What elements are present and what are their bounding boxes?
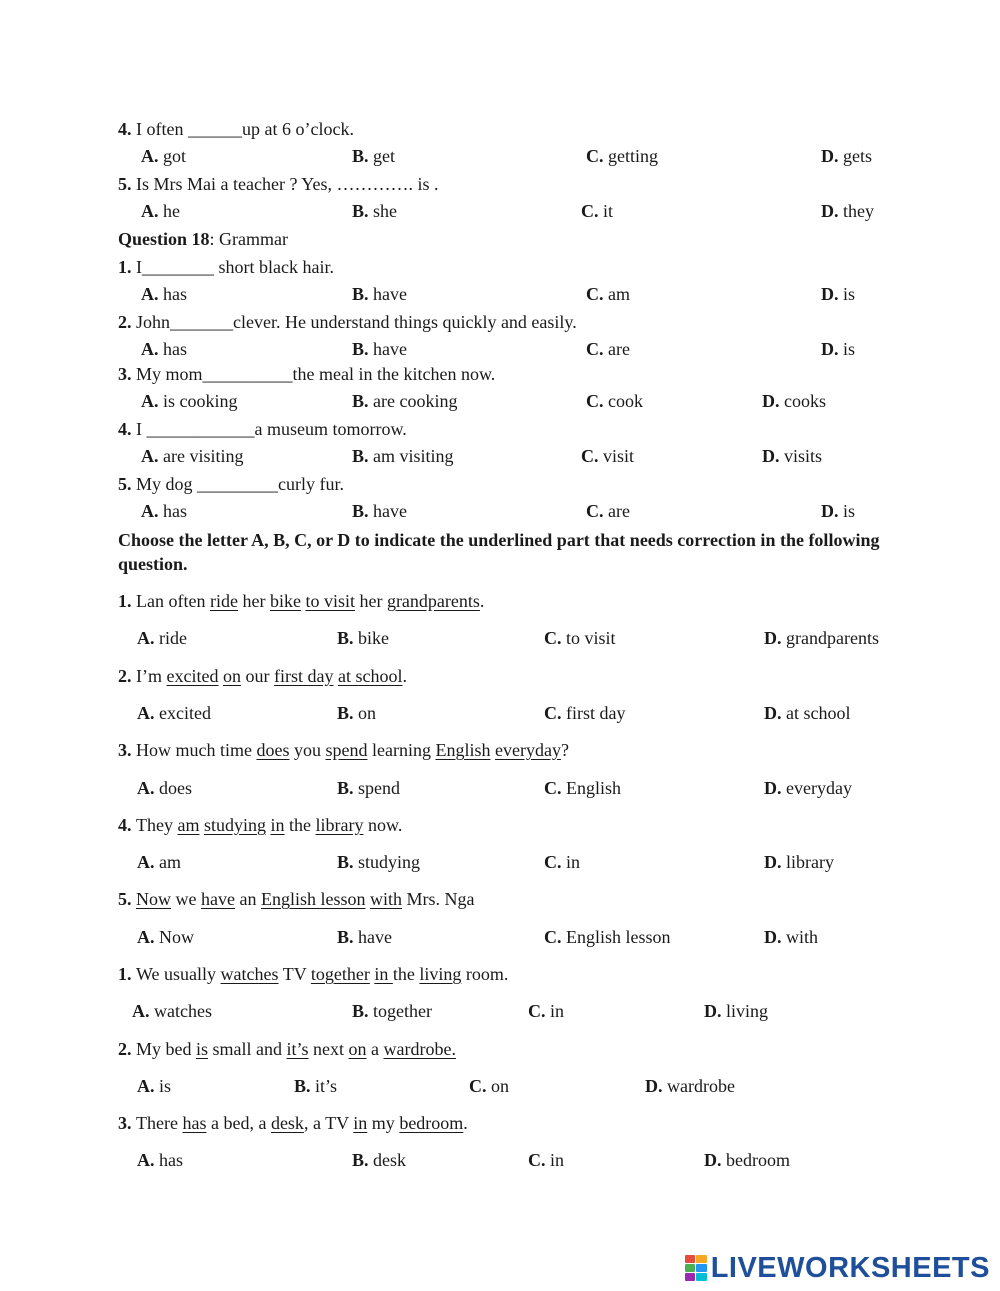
underlined-part: am — [177, 815, 200, 835]
grammar-question-5-option-b[interactable] — [352, 500, 407, 522]
option-letter: C. — [586, 339, 604, 359]
option-text: are cooking — [368, 391, 458, 411]
liveworksheets-footer — [685, 1250, 990, 1286]
option-text: studying — [353, 852, 421, 872]
question-number: 4. — [118, 119, 136, 139]
option-letter: B. — [337, 778, 354, 798]
option-text: English — [561, 778, 622, 798]
question-number: 3. — [118, 1113, 136, 1133]
option-letter: B. — [352, 201, 369, 221]
correction-question-2-option-b[interactable] — [337, 702, 376, 724]
option-letter: C. — [586, 146, 604, 166]
sentence-text: . — [479, 591, 485, 611]
grammar-question-3 — [118, 363, 495, 385]
option-text: is cooking — [158, 391, 238, 411]
correction-question-1-option-b[interactable] — [337, 627, 389, 649]
option-letter: B. — [294, 1076, 311, 1096]
question-number: 2. — [118, 1039, 136, 1059]
option-text: am — [154, 852, 181, 872]
option-text: it’s — [310, 1076, 338, 1096]
underlined-part: living — [419, 964, 462, 984]
option-letter: C. — [581, 201, 599, 221]
option-text: am — [603, 284, 630, 304]
option-letter: D. — [762, 391, 780, 411]
option-text: in — [561, 852, 581, 872]
correction-question-4-option-b[interactable] — [337, 851, 420, 873]
underlined-part: at school — [337, 666, 403, 686]
grammar-question-3-option-b[interactable] — [352, 390, 457, 412]
option-letter: B. — [352, 446, 369, 466]
sentence-text: Mrs. Nga — [402, 889, 475, 909]
correction-question-6-option-d[interactable] — [704, 1000, 768, 1022]
option-letter: B. — [352, 339, 369, 359]
option-letter: B. — [352, 391, 369, 411]
option-text: excited — [154, 703, 211, 723]
option-letter: A. — [141, 391, 159, 411]
mc-question-4-option-c[interactable] — [586, 145, 658, 167]
underlined-part: bike — [269, 591, 301, 611]
option-text: getting — [603, 146, 658, 166]
underlined-part: grandparents — [386, 591, 480, 611]
sentence-text: now. — [363, 815, 403, 835]
grammar-question-3-option-c[interactable] — [586, 390, 643, 412]
option-letter: A. — [132, 1001, 150, 1021]
option-letter: D. — [704, 1001, 722, 1021]
option-letter: D. — [821, 339, 839, 359]
option-text: is — [154, 1076, 172, 1096]
correction-question-1-option-c[interactable] — [544, 627, 616, 649]
underlined-part: desk — [270, 1113, 304, 1133]
correction-question-8-option-b[interactable] — [352, 1149, 406, 1171]
grammar-question-4-option-d[interactable] — [762, 445, 822, 467]
underlined-part: together — [310, 964, 370, 984]
option-text: ride — [154, 628, 187, 648]
option-text: in — [545, 1001, 565, 1021]
option-letter: D. — [764, 778, 782, 798]
sentence-text: room. — [461, 964, 509, 984]
grammar-question-1-option-c[interactable] — [586, 283, 630, 305]
option-text: with — [781, 927, 819, 947]
correction-question-7-option-c[interactable] — [469, 1075, 509, 1097]
option-text: to visit — [561, 628, 616, 648]
question-18-heading — [118, 228, 288, 250]
option-text: on — [486, 1076, 509, 1096]
option-text: at school — [781, 703, 851, 723]
option-text: have — [368, 339, 407, 359]
option-letter: D. — [821, 501, 839, 521]
option-letter: A. — [137, 1076, 155, 1096]
option-text: in — [545, 1150, 565, 1170]
sentence-text: We usually — [136, 964, 221, 984]
option-text: living — [721, 1001, 769, 1021]
correction-question-6-option-c[interactable] — [528, 1000, 564, 1022]
grammar-question-2-option-d[interactable] — [821, 338, 855, 360]
correction-question-1 — [118, 590, 484, 612]
grammar-question-3-option-d[interactable] — [762, 390, 826, 412]
grammar-question-5-option-c[interactable] — [586, 500, 630, 522]
sentence-text: learning — [367, 740, 436, 760]
correction-question-8 — [118, 1112, 468, 1134]
option-letter: A. — [141, 201, 159, 221]
underlined-part: in — [270, 815, 285, 835]
correction-question-4 — [118, 814, 402, 836]
option-letter: A. — [137, 703, 155, 723]
correction-question-8-option-d[interactable] — [704, 1149, 790, 1171]
grammar-question-5-option-a[interactable] — [141, 500, 187, 522]
option-text: are — [603, 501, 630, 521]
grammar-question-2 — [118, 311, 577, 333]
sentence-text: a bed, a — [206, 1113, 271, 1133]
option-text: he — [158, 201, 180, 221]
option-letter: C. — [544, 927, 562, 947]
option-letter: D. — [645, 1076, 663, 1096]
grammar-question-1-option-b[interactable] — [352, 283, 407, 305]
underlined-part: library — [315, 815, 364, 835]
sentence-text: small and — [208, 1039, 287, 1059]
sentence-text: we — [171, 889, 201, 909]
question-text: I often ______up at 6 o’clock. — [136, 119, 354, 139]
option-letter: C. — [586, 501, 604, 521]
correction-question-7 — [118, 1038, 456, 1060]
option-text: on — [353, 703, 377, 723]
underlined-part: does — [256, 740, 290, 760]
option-text: Now — [154, 927, 194, 947]
option-text: gets — [838, 146, 872, 166]
correction-question-5 — [118, 888, 475, 910]
option-letter: B. — [352, 501, 369, 521]
correction-question-7-option-b[interactable] — [294, 1075, 337, 1097]
underlined-part: wardrobe. — [383, 1039, 456, 1059]
question-number: 4. — [118, 419, 136, 439]
option-letter: B. — [337, 852, 354, 872]
option-letter: B. — [352, 1150, 369, 1170]
option-letter: B. — [337, 703, 354, 723]
question-18-title: : Grammar — [209, 229, 288, 249]
sentence-text: Lan often — [136, 591, 210, 611]
option-letter: D. — [764, 852, 782, 872]
underlined-part: first day — [273, 666, 334, 686]
grammar-question-4-option-b[interactable] — [352, 445, 454, 467]
option-text: it — [598, 201, 614, 221]
correction-question-4-option-d[interactable] — [764, 851, 834, 873]
option-letter: B. — [352, 1001, 369, 1021]
correction-question-3-option-d[interactable] — [764, 777, 852, 799]
option-text: grandparents — [781, 628, 879, 648]
underlined-part: in — [353, 1113, 368, 1133]
correction-question-2 — [118, 665, 407, 687]
option-letter: C. — [581, 446, 599, 466]
underlined-part: watches — [220, 964, 279, 984]
option-letter: A. — [141, 284, 159, 304]
option-letter: B. — [352, 146, 369, 166]
underlined-part: has — [182, 1113, 207, 1133]
option-text: bedroom — [721, 1150, 790, 1170]
option-text: cook — [603, 391, 643, 411]
question-number: 1. — [118, 591, 136, 611]
correction-question-7-option-a[interactable] — [137, 1075, 171, 1097]
option-text: am visiting — [368, 446, 454, 466]
grammar-question-1-option-a[interactable] — [141, 283, 187, 305]
option-letter: A. — [141, 146, 159, 166]
option-text: have — [368, 284, 407, 304]
underlined-part: on — [222, 666, 241, 686]
option-text: she — [368, 201, 398, 221]
underlined-part: everyday — [494, 740, 561, 760]
option-text: is — [838, 501, 856, 521]
option-letter: D. — [764, 927, 782, 947]
sentence-text: There — [136, 1113, 183, 1133]
underlined-part: spend — [325, 740, 368, 760]
sentence-text: ? — [560, 740, 569, 760]
grammar-question-1 — [118, 256, 334, 278]
underlined-part: is — [196, 1039, 209, 1059]
option-text: are visiting — [158, 446, 244, 466]
sentence-text: the — [284, 815, 316, 835]
option-text: has — [158, 339, 187, 359]
mc-question-5-option-c[interactable] — [581, 200, 613, 222]
option-text: is — [838, 339, 856, 359]
option-letter: B. — [352, 284, 369, 304]
grammar-question-3-option-a[interactable] — [141, 390, 238, 412]
option-letter: D. — [764, 628, 782, 648]
option-text: are — [603, 339, 630, 359]
underlined-part: in — [374, 964, 393, 984]
option-letter: C. — [528, 1150, 546, 1170]
option-text: watches — [149, 1001, 212, 1021]
option-letter: C. — [586, 284, 604, 304]
mc-question-5-option-d[interactable] — [821, 200, 874, 222]
correction-question-1-option-a[interactable] — [137, 627, 187, 649]
option-text: got — [158, 146, 187, 166]
option-text: first day — [561, 703, 626, 723]
question-number: 1. — [118, 257, 136, 277]
sentence-text: , a TV — [303, 1113, 354, 1133]
option-letter: C. — [544, 852, 562, 872]
question-number: 2. — [118, 666, 136, 686]
correction-question-8-option-a[interactable] — [137, 1149, 183, 1171]
option-text: everyday — [781, 778, 852, 798]
grammar-question-4-option-a[interactable] — [141, 445, 243, 467]
correction-question-6-option-b[interactable] — [352, 1000, 432, 1022]
underlined-part: have — [201, 889, 235, 909]
sentence-text: TV — [278, 964, 311, 984]
grammar-question-4-option-c[interactable] — [581, 445, 634, 467]
sentence-text: . — [402, 666, 407, 686]
correction-question-4-option-c[interactable] — [544, 851, 580, 873]
mc-question-5 — [118, 173, 438, 195]
underlined-part: English — [435, 740, 491, 760]
sentence-text: a — [366, 1039, 384, 1059]
sentence-text: I’m — [136, 666, 167, 686]
option-letter: D. — [762, 446, 780, 466]
option-letter: D. — [821, 146, 839, 166]
option-text: is — [838, 284, 856, 304]
liveworksheets-logo-text: LIVEWORKSHEETS — [710, 1251, 990, 1284]
question-number: 5. — [118, 474, 136, 494]
option-letter: C. — [544, 778, 562, 798]
correction-question-7-option-d[interactable] — [645, 1075, 735, 1097]
option-letter: D. — [764, 703, 782, 723]
grammar-question-2-option-a[interactable] — [141, 338, 187, 360]
correction-question-3-option-b[interactable] — [337, 777, 400, 799]
grammar-question-2-option-c[interactable] — [586, 338, 630, 360]
question-number: 5. — [118, 889, 136, 909]
sentence-text: an — [234, 889, 261, 909]
underlined-part: it’s — [286, 1039, 309, 1059]
option-text: they — [838, 201, 874, 221]
correction-question-5-option-c[interactable] — [544, 926, 671, 948]
correction-question-5-option-a[interactable] — [137, 926, 194, 948]
correction-question-5-option-b[interactable] — [337, 926, 392, 948]
sentence-text: the — [392, 964, 420, 984]
mc-question-4-option-b[interactable] — [352, 145, 395, 167]
mc-question-5-option-a[interactable] — [141, 200, 180, 222]
question-text: My dog _________curly fur. — [136, 474, 344, 494]
correction-question-3-option-c[interactable] — [544, 777, 621, 799]
underlined-part: English lesson — [260, 889, 366, 909]
option-text: have — [368, 501, 407, 521]
sentence-text: my — [367, 1113, 400, 1133]
question-number: 3. — [118, 364, 136, 384]
option-text: has — [158, 284, 187, 304]
correction-question-2-option-a[interactable] — [137, 702, 211, 724]
option-letter: B. — [337, 628, 354, 648]
correction-question-3-option-a[interactable] — [137, 777, 192, 799]
question-number: 3. — [118, 740, 136, 760]
correction-question-2-option-c[interactable] — [544, 702, 625, 724]
sentence-text: you — [289, 740, 326, 760]
correction-question-1-option-d[interactable] — [764, 627, 879, 649]
liveworksheets-logo-icon — [685, 1255, 707, 1281]
option-text: have — [353, 927, 392, 947]
option-letter: D. — [821, 284, 839, 304]
option-letter: C. — [544, 628, 562, 648]
option-text: wardrobe — [662, 1076, 735, 1096]
mc-question-4-option-a[interactable] — [141, 145, 186, 167]
option-letter: D. — [704, 1150, 722, 1170]
correction-instruction: Choose the letter A, B, C, or D to indicate the underlined part that needs correction in the following question. — [118, 530, 880, 574]
correction-question-4-option-a[interactable] — [137, 851, 181, 873]
option-text: bike — [353, 628, 390, 648]
option-text: cooks — [779, 391, 826, 411]
underlined-part: Now — [136, 889, 171, 909]
question-text: My mom__________the meal in the kitchen now. — [136, 364, 496, 384]
option-text: together — [368, 1001, 432, 1021]
option-text: get — [368, 146, 396, 166]
question-text: Is Mrs Mai a teacher ? Yes, …………. is . — [136, 174, 439, 194]
option-text: does — [154, 778, 192, 798]
option-letter: A. — [141, 446, 159, 466]
sentence-text: next — [308, 1039, 349, 1059]
underlined-part: studying — [203, 815, 266, 835]
correction-question-8-option-c[interactable] — [528, 1149, 564, 1171]
correction-question-6-option-a[interactable] — [132, 1000, 212, 1022]
correction-question-3 — [118, 739, 569, 761]
option-text: spend — [353, 778, 401, 798]
option-letter: A. — [137, 1150, 155, 1170]
option-letter: C. — [528, 1001, 546, 1021]
option-letter: A. — [137, 927, 155, 947]
correction-question-5-option-d[interactable] — [764, 926, 818, 948]
grammar-question-5 — [118, 473, 344, 495]
question-number: 4. — [118, 815, 136, 835]
underlined-part: bedroom — [399, 1113, 464, 1133]
option-letter: A. — [137, 778, 155, 798]
question-number: 5. — [118, 174, 136, 194]
mc-question-4 — [118, 118, 354, 140]
option-letter: C. — [586, 391, 604, 411]
mc-question-5-option-b[interactable] — [352, 200, 397, 222]
mc-question-4-option-d[interactable] — [821, 145, 872, 167]
option-letter: B. — [337, 927, 354, 947]
question-text: I ____________a museum tomorrow. — [136, 419, 407, 439]
question-text: John_______clever. He understand things quickly and easily. — [136, 312, 577, 332]
underlined-part: excited — [166, 666, 219, 686]
option-letter: D. — [821, 201, 839, 221]
underlined-part: ride — [209, 591, 238, 611]
sentence-text: How much time — [136, 740, 257, 760]
question-text: I________ short black hair. — [136, 257, 334, 277]
option-letter: C. — [544, 703, 562, 723]
underlined-part: to visit — [305, 591, 355, 611]
option-text: has — [154, 1150, 183, 1170]
correction-question-2-option-d[interactable] — [764, 702, 851, 724]
underlined-part: with — [370, 889, 403, 909]
sentence-text: . — [463, 1113, 468, 1133]
grammar-question-2-option-b[interactable] — [352, 338, 407, 360]
option-text: library — [781, 852, 834, 872]
sentence-text: her — [237, 591, 270, 611]
question-number: 1. — [118, 964, 136, 984]
grammar-question-5-option-d[interactable] — [821, 500, 855, 522]
option-letter: A. — [137, 628, 155, 648]
underlined-part: on — [348, 1039, 367, 1059]
option-letter: A. — [141, 501, 159, 521]
question-number: 2. — [118, 312, 136, 332]
option-letter: A. — [137, 852, 155, 872]
grammar-question-4 — [118, 418, 407, 440]
option-text: has — [158, 501, 187, 521]
option-text: visit — [598, 446, 635, 466]
option-text: visits — [779, 446, 823, 466]
question-18-label: Question 18 — [118, 229, 210, 249]
sentence-text: They — [136, 815, 178, 835]
correction-question-6 — [118, 963, 508, 985]
option-text: English lesson — [561, 927, 671, 947]
option-letter: C. — [469, 1076, 487, 1096]
option-letter: A. — [141, 339, 159, 359]
option-text: desk — [368, 1150, 407, 1170]
sentence-text: her — [354, 591, 387, 611]
grammar-question-1-option-d[interactable] — [821, 283, 855, 305]
sentence-text: My bed — [136, 1039, 196, 1059]
sentence-text: our — [240, 666, 274, 686]
